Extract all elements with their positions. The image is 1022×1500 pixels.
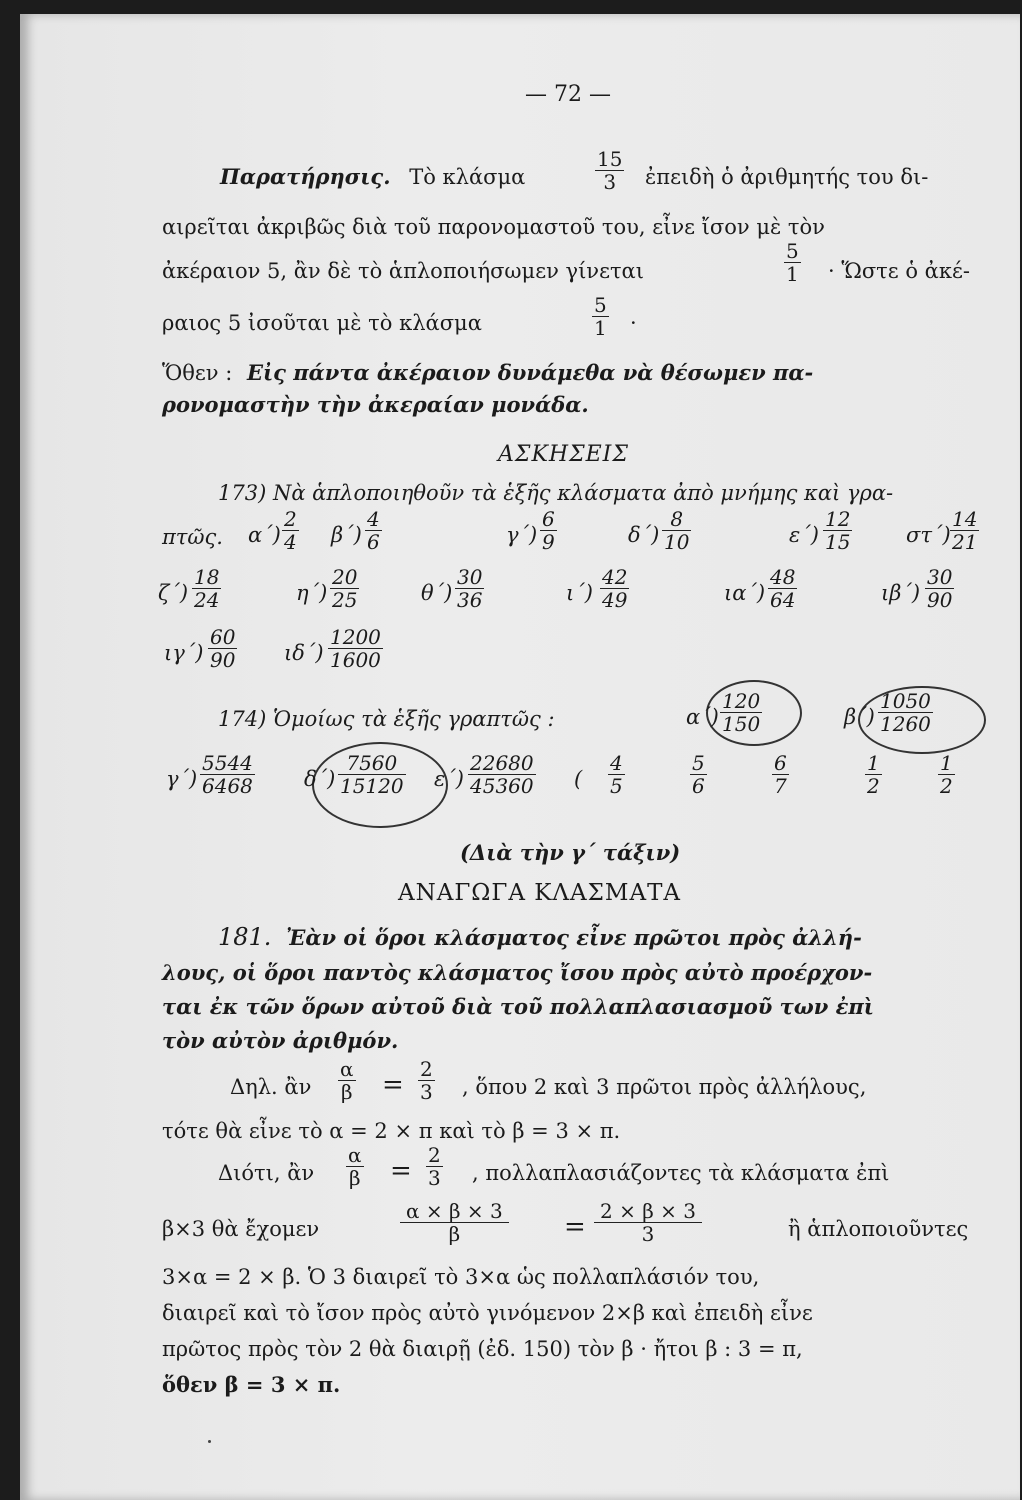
exercise-fraction bbox=[772, 752, 789, 797]
example-7: πρῶτος πρὸς τὸν 2 θὰ διαιρῇ (ἐδ. 150) τὸν β · ἤτοι β : 3 = π, bbox=[162, 1337, 803, 1361]
denominator: 6468 bbox=[202, 774, 253, 798]
page-number: — 72 — bbox=[525, 82, 611, 107]
exercise-label: ια΄) bbox=[724, 581, 766, 605]
denominator: 15120 bbox=[340, 774, 404, 798]
exercise-label: ιδ΄) bbox=[284, 641, 324, 665]
fraction-product-1 bbox=[400, 1200, 509, 1245]
equals-sign-2: = bbox=[390, 1156, 412, 1186]
fraction-5-1 bbox=[784, 240, 801, 285]
exercise-fraction bbox=[950, 508, 979, 553]
exercise-fraction bbox=[720, 690, 762, 735]
denominator: 1600 bbox=[330, 648, 381, 672]
exercise-fraction bbox=[865, 752, 882, 797]
exercise-label: ιγ΄) bbox=[164, 641, 204, 665]
row1-prefix: πτῶς. bbox=[162, 525, 223, 549]
exercise-fraction bbox=[925, 566, 954, 611]
exercise-label: α΄) bbox=[686, 705, 719, 729]
numerator: 1050 bbox=[880, 689, 931, 713]
exercise-label: ιβ΄) bbox=[881, 581, 921, 605]
exercise-label: στ΄) bbox=[906, 523, 951, 547]
denominator: 64 bbox=[770, 588, 796, 612]
exercise-fraction bbox=[208, 626, 237, 671]
denominator: 3 bbox=[428, 1166, 441, 1190]
denominator: 3 bbox=[641, 1222, 655, 1246]
exercise-fraction bbox=[768, 566, 797, 611]
denominator: 1 bbox=[594, 316, 607, 340]
example-2: τότε θὰ εἶνε τὸ α = 2 × π καὶ τὸ β = 3 × π. bbox=[162, 1119, 621, 1143]
denominator: β bbox=[348, 1166, 361, 1190]
denominator: 3 bbox=[603, 170, 617, 194]
denominator: 5 bbox=[610, 774, 623, 798]
denominator: 6 bbox=[692, 774, 705, 798]
stray-mark bbox=[208, 1440, 211, 1443]
denominator: 25 bbox=[332, 588, 358, 612]
denominator: 15 bbox=[825, 530, 851, 554]
denominator: 90 bbox=[927, 588, 953, 612]
exercise-fraction bbox=[338, 752, 406, 797]
theorem-line-1 bbox=[218, 924, 862, 951]
section-heading: ΑΝΑΓΩΓΑ ΚΛΑΣΜΑΤΑ bbox=[398, 880, 682, 906]
exercise-173: 173) Νὰ ἁπλοποιηθοῦν τὰ ἑξῆς κλάσματα ἀπὸ μνήμης καὶ γρα- bbox=[218, 481, 894, 505]
numerator: 1200 bbox=[330, 625, 381, 649]
example-1a: Δηλ. ἂν bbox=[230, 1075, 312, 1099]
exercise-label: δ΄) bbox=[304, 767, 336, 791]
observation-line-4a: ραιος 5 ἰσοῦται μὲ τὸ κλάσμα bbox=[162, 311, 482, 335]
exercise-fraction bbox=[330, 566, 359, 611]
denominator: β bbox=[340, 1080, 353, 1104]
denominator: 2 bbox=[940, 774, 953, 798]
exercise-label: η΄) bbox=[296, 581, 328, 605]
denominator: 24 bbox=[194, 588, 220, 612]
exercise-fraction bbox=[938, 752, 955, 797]
exercise-fraction bbox=[878, 690, 933, 735]
observation-line-4b: · bbox=[630, 311, 637, 335]
theorem-text-1: Ἐὰν οἱ ὅροι κλάσματος εἶνε πρῶτοι πρὸς ἀλλή- bbox=[286, 925, 862, 950]
numerator: 120 bbox=[722, 689, 761, 713]
observation-rule-1: Εἰς πάντα ἀκέραιον δυνάμεθα νὰ θέσωμεν πα- bbox=[246, 360, 814, 385]
fraction-2-3 bbox=[418, 1058, 435, 1103]
paragraph-number: 181. bbox=[218, 923, 272, 951]
numerator: 8 bbox=[662, 508, 691, 531]
denominator: 1 bbox=[786, 262, 799, 286]
denominator: 1260 bbox=[880, 712, 931, 736]
observation-text-1a: Τὸ κλάσμα bbox=[409, 165, 526, 189]
observation-text-1b: ἐπειδὴ ὁ ἀριθμητής του δι- bbox=[645, 165, 929, 189]
fraction-5-1-b bbox=[592, 294, 609, 339]
numerator: 20 bbox=[332, 565, 358, 589]
exercise-fraction bbox=[455, 566, 484, 611]
exercise-fraction bbox=[540, 508, 557, 553]
denominator: 90 bbox=[210, 648, 236, 672]
denominator: 45360 bbox=[470, 774, 534, 798]
exercise-label: ( bbox=[574, 767, 583, 791]
observation-line-2: αιρεῖται ἀκριβῶς διὰ τοῦ παρονομαστοῦ του, εἶνε ἴσον μὲ τὸν bbox=[162, 215, 825, 239]
observation-line-3b: · Ὥστε ὁ ἀκέ- bbox=[828, 259, 970, 283]
exercise-fraction bbox=[468, 752, 536, 797]
denominator: 150 bbox=[722, 712, 761, 736]
exercise-fraction bbox=[282, 508, 299, 553]
numerator: α bbox=[340, 1057, 354, 1081]
exercise-label: β΄) bbox=[844, 705, 875, 729]
numerator: 6 bbox=[542, 507, 555, 531]
numerator: α × β × 3 bbox=[400, 1200, 509, 1223]
numerator: 12 bbox=[825, 507, 851, 531]
numerator: 5 bbox=[786, 239, 799, 263]
exercise-label: γ΄) bbox=[506, 523, 538, 547]
theorem-line-4: τὸν αὐτὸν ἀριθμόν. bbox=[162, 1028, 399, 1053]
denominator: 3 bbox=[420, 1080, 433, 1104]
exercise-fraction bbox=[328, 626, 383, 671]
example-1b: , ὅπου 2 καὶ 3 πρῶτοι πρὸς ἀλλήλους, bbox=[462, 1075, 867, 1099]
equals-sign-3: = bbox=[564, 1212, 586, 1242]
numerator: 2 bbox=[420, 1057, 433, 1081]
numerator: 5 bbox=[692, 751, 705, 775]
observation-line-3a: ἀκέραιον 5, ἂν δὲ τὸ ἁπλοποιήσωμεν γίνεται bbox=[162, 259, 644, 283]
numerator: 42 bbox=[602, 565, 628, 589]
numerator: 60 bbox=[210, 625, 236, 649]
denominator: 10 bbox=[664, 530, 690, 554]
numerator: 14 bbox=[952, 507, 978, 531]
observation-line-1 bbox=[220, 164, 525, 190]
fraction-product-2 bbox=[594, 1200, 702, 1245]
numerator: 18 bbox=[194, 565, 220, 589]
exercises-heading: ΑΣΚΗΣΕΙΣ bbox=[498, 442, 629, 467]
numerator: 48 bbox=[770, 565, 796, 589]
numerator: 2 bbox=[428, 1143, 441, 1167]
numerator: 2 bbox=[284, 507, 297, 531]
numerator: 5544 bbox=[202, 751, 253, 775]
numerator: 6 bbox=[774, 751, 787, 775]
theorem-line-2: λους, οἱ ὅροι παντὸς κλάσματος ἴσου πρὸς αὐτὸ προέρχον- bbox=[162, 960, 873, 985]
denominator: 9 bbox=[542, 530, 555, 554]
exercise-label: θ΄) bbox=[421, 581, 453, 605]
denominator: 2 bbox=[867, 774, 880, 798]
exercise-fraction bbox=[608, 752, 625, 797]
numerator: 15 bbox=[597, 147, 623, 171]
exercise-label: ζ΄) bbox=[158, 581, 189, 605]
fraction-a-b-2 bbox=[346, 1144, 364, 1189]
example-4a: β×3 θὰ ἔχομεν bbox=[162, 1217, 320, 1241]
numerator: 30 bbox=[457, 565, 483, 589]
exercise-fraction bbox=[365, 508, 382, 553]
exercise-label: ε΄) bbox=[789, 523, 819, 547]
example-6: διαιρεῖ καὶ τὸ ἴσον πρὸς αὐτὸ γινόμενον 2×β καὶ ἐπειδὴ εἶνε bbox=[162, 1301, 813, 1325]
denominator: β bbox=[448, 1222, 461, 1246]
example-5: 3×α = 2 × β. Ὁ 3 διαιρεῖ τὸ 3×α ὡς πολλαπλάσιόν του, bbox=[162, 1265, 760, 1289]
fraction-2-3-b bbox=[426, 1144, 443, 1189]
grade-note: (Διὰ τὴν γ΄ τάξιν) bbox=[460, 840, 681, 865]
exercise-174: 174) Ὁμοίως τὰ ἑξῆς γραπτῶς : bbox=[218, 707, 555, 731]
exercise-label: β΄) bbox=[331, 523, 362, 547]
denominator: 4 bbox=[284, 530, 297, 554]
observation-rule-2: ρονομαστὴν τὴν ἀκεραίαν μονάδα. bbox=[162, 392, 589, 417]
example-3b: , πολλαπλασιάζοντες τὰ κλάσματα ἐπὶ bbox=[472, 1161, 890, 1185]
theorem-line-3: ται ἐκ τῶν ὅρων αὐτοῦ διὰ τοῦ πολλαπλασιασμοῦ των ἐπὶ bbox=[162, 994, 874, 1019]
numerator: 5 bbox=[594, 293, 607, 317]
numerator: 1 bbox=[867, 751, 880, 775]
example-3a: Διότι, ἂν bbox=[218, 1161, 315, 1185]
example-4b: ἢ ἁπλοποιοῦντες bbox=[788, 1217, 969, 1241]
exercise-fraction bbox=[200, 752, 255, 797]
exercise-fraction bbox=[823, 508, 852, 553]
book-page bbox=[20, 14, 1020, 1500]
exercise-fraction bbox=[600, 566, 629, 611]
numerator: α bbox=[348, 1143, 362, 1167]
exercise-fraction bbox=[662, 508, 691, 553]
exercise-label: δ΄) bbox=[628, 523, 660, 547]
denominator: 6 bbox=[367, 530, 380, 554]
numerator: 7560 bbox=[338, 752, 406, 775]
exercise-label: ι΄) bbox=[566, 581, 593, 605]
observation-title: Παρατήρησις. bbox=[220, 164, 391, 189]
denominator: 21 bbox=[952, 530, 978, 554]
denominator: 49 bbox=[602, 588, 628, 612]
observation-line-5 bbox=[162, 360, 813, 386]
numerator: 30 bbox=[927, 565, 953, 589]
denominator: 36 bbox=[457, 588, 483, 612]
denominator: 7 bbox=[774, 774, 787, 798]
numerator: 22680 bbox=[470, 751, 534, 775]
exercise-label: α΄) bbox=[248, 523, 281, 547]
equals-sign: = bbox=[382, 1070, 404, 1100]
numerator: 1 bbox=[940, 751, 953, 775]
fraction-a-b bbox=[338, 1058, 356, 1103]
numerator: 4 bbox=[367, 507, 380, 531]
exercise-label: ε΄) bbox=[434, 767, 464, 791]
example-8: ὅθεν β = 3 × π. bbox=[162, 1372, 341, 1397]
numerator: 4 bbox=[610, 751, 623, 775]
exercise-fraction bbox=[690, 752, 707, 797]
numerator: 2 × β × 3 bbox=[594, 1200, 702, 1223]
fraction-15-3 bbox=[595, 148, 624, 193]
therefore-word: Ὅθεν : bbox=[162, 361, 233, 385]
exercise-label: γ΄) bbox=[166, 767, 198, 791]
exercise-fraction bbox=[192, 566, 221, 611]
